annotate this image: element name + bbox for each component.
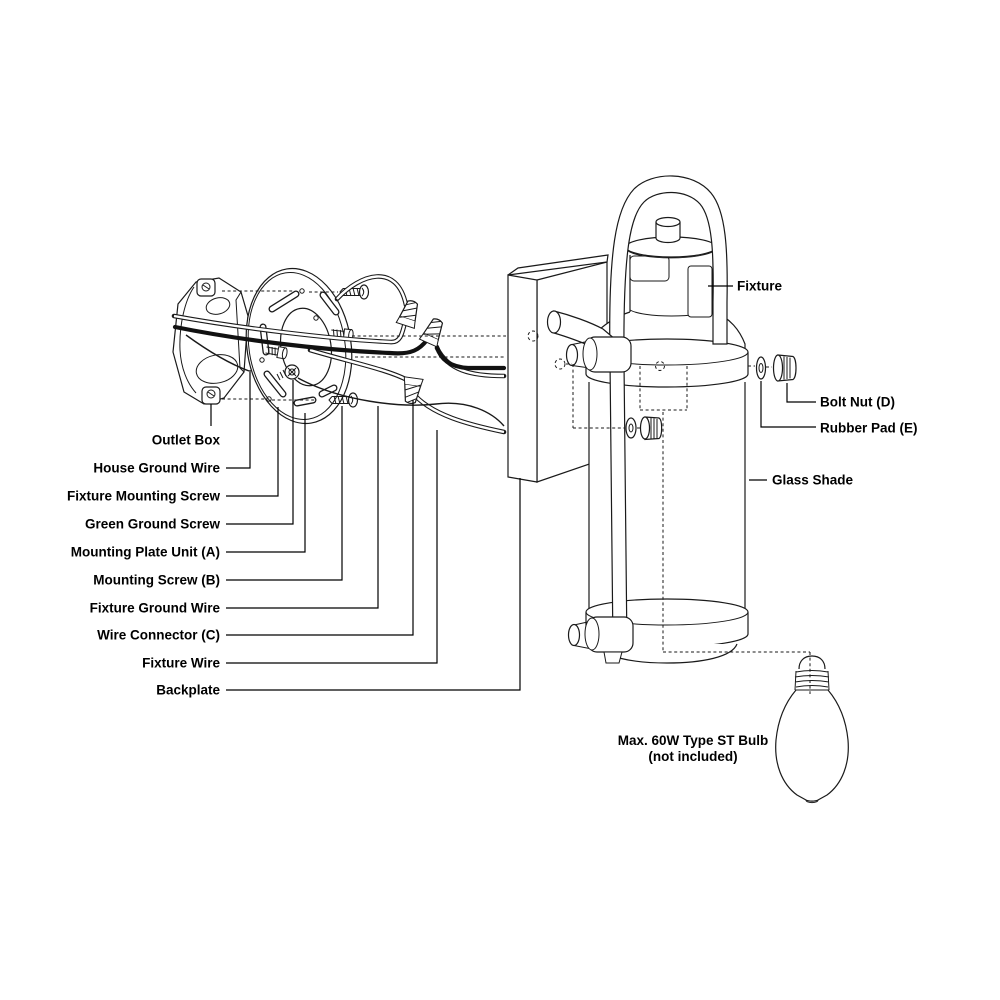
leader-rubber-pad <box>761 381 816 427</box>
bulb-note-line2: (not included) <box>648 749 738 764</box>
label-outlet-box: Outlet Box <box>151 432 220 448</box>
fixture-top-knob <box>656 218 680 243</box>
leader-backplate <box>226 478 520 690</box>
leader-fixture-wire <box>226 430 437 663</box>
bolt-nut-inner <box>641 417 662 440</box>
fixture-side-window <box>688 266 712 317</box>
outlet-box-tab-screw-top <box>202 283 210 291</box>
label-wire-connector: Wire Connector (C) <box>97 627 220 643</box>
wire-connector-1 <box>396 298 422 328</box>
label-backplate: Backplate <box>156 682 220 698</box>
st-bulb-drawing <box>776 656 849 803</box>
leader-fixture-mounting-screw <box>226 407 278 496</box>
leader-wire-connector <box>226 400 413 635</box>
leader-fixture-ground-wire <box>226 406 378 608</box>
outlet-box-tab-screw-bottom <box>207 390 215 398</box>
label-rubber-pad: Rubber Pad (E) <box>820 420 918 436</box>
label-bolt-nut: Bolt Nut (D) <box>820 394 895 410</box>
label-fixture-wire: Fixture Wire <box>142 655 220 671</box>
label-glass-shade: Glass Shade <box>772 472 854 488</box>
label-mounting-plate-unit: Mounting Plate Unit (A) <box>70 544 220 560</box>
leader-mounting-screw-b <box>226 406 342 580</box>
rubber-pad-inner <box>626 418 636 438</box>
label-fixture-ground-wire: Fixture Ground Wire <box>89 600 220 616</box>
bulb-note-line1: Max. 60W Type ST Bulb <box>617 733 769 748</box>
label-fixture-mounting-screw: Fixture Mounting Screw <box>66 488 220 504</box>
fixture-head-drawing <box>626 218 716 318</box>
label-mounting-screw-b: Mounting Screw (B) <box>93 572 220 588</box>
outlet-box-drawing <box>173 278 248 404</box>
bulb-note <box>618 733 769 765</box>
rubber-pad-outer <box>757 357 766 379</box>
label-house-ground-wire: House Ground Wire <box>93 460 220 476</box>
bolt-nut-outer <box>774 355 797 381</box>
label-green-ground-screw: Green Ground Screw <box>84 516 220 532</box>
fixture-left-panel <box>630 256 669 281</box>
label-fixture: Fixture <box>737 278 783 294</box>
leader-bolt-nut <box>787 383 816 402</box>
